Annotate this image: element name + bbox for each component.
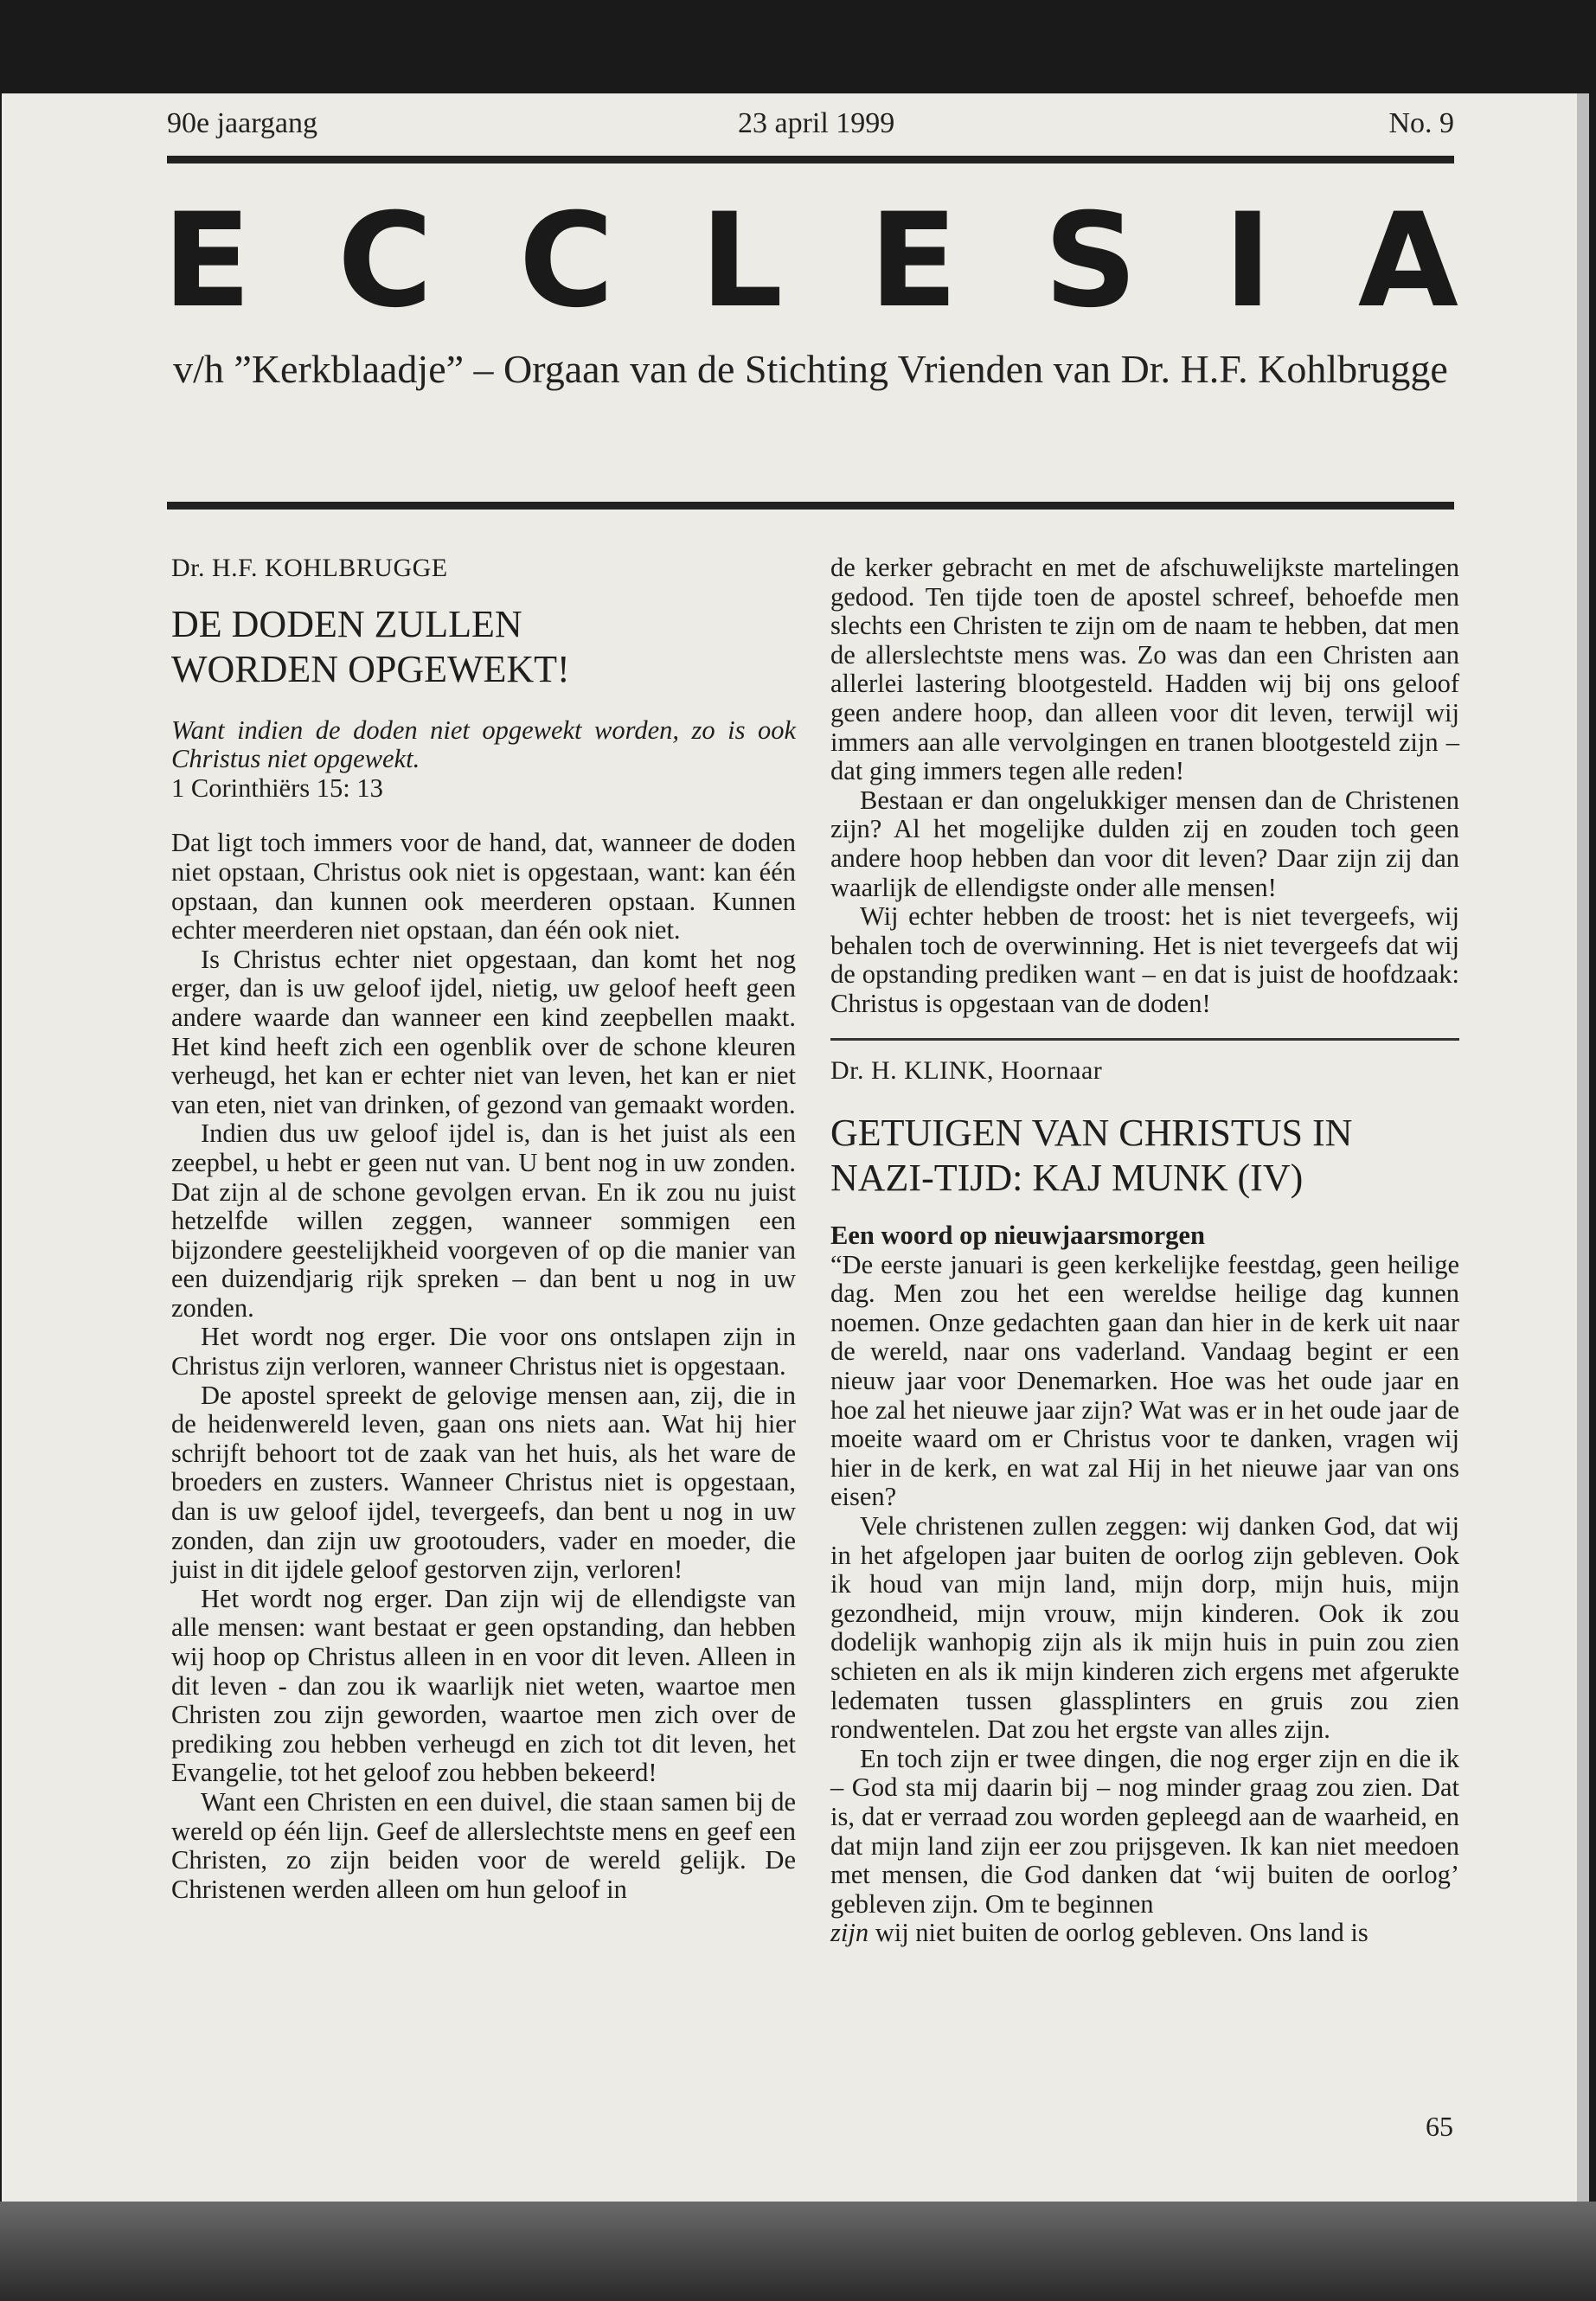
article1-continued-paragraph: Bestaan er dan ongelukkiger mensen dan de Christenen zijn? Al het mogelijke dulden zij en zouden toch geen andere hoop hebben dan voor dit leven? Daar zijn zij dan waarlijk de ellendigste onder alle mensen! bbox=[830, 785, 1459, 902]
article2-title-line1: GETUIGEN VAN CHRISTUS IN bbox=[830, 1112, 1353, 1155]
article2-last-tail: wij niet buiten de oorlog gebleven. Ons land is bbox=[869, 1918, 1368, 1948]
article1-author: Dr. H.F. KOHLBRUGGE bbox=[171, 554, 448, 582]
article2-paragraph: Vele christenen zullen zeggen: wij danken God, dat wij in het afgelopen jaar buiten de oorlog zijn gebleven. Ook ik houd van mijn land, mijn dorp, mijn huis, mijn gezondheid, mijn vrouw, mijn kinderen. Ook ik zou dodelijk wanhopig zijn als ik mijn huis in puin zou zien schieten en als ik mijn kinderen zich ergens met afgerukte ledematen tussen glassplinters en gruis zou zien rondwentelen. Dat zou het ergste van alles zijn. bbox=[830, 1511, 1459, 1745]
header-rule-top bbox=[167, 156, 1454, 163]
article2-paragraph: En toch zijn er twee dingen, die nog erger zijn en die ik – God sta mij daarin bij – nog minder graag zou zien. Dat is, dat er verraad zou worden gepleegd aan de waarheid, en dat mijn land zijn eer zou prijsgeven. Ik kan niet meedoen met mensen, die God danken dat ‘wij buiten de oorlog’ gebleven zijn. Om te beginnen bbox=[830, 1743, 1459, 1919]
article1-continued-paragraph: de kerker gebracht en met de afschuwelijkste martelingen gedood. Ten tijde toen de apostel schreef, behoefde men slechts een Christen te zijn om de naam te hebben, dat men de allerslechtste mens was. Zo was dan een Christen aan allerlei lastering blootgesteld. Hadden wij bij ons geloof geen andere hoop, dan alleen voor dit leven, terwijl wij immers aan alle vervolgingen en tranen blootgesteld zijn – dat ging immers tegen alle reden! bbox=[830, 553, 1459, 786]
article2-emphasis: zijn bbox=[830, 1918, 869, 1948]
scan-edge-shadow bbox=[0, 2202, 1596, 2301]
article2-last-line bbox=[830, 1919, 1459, 1948]
masthead-letter: L bbox=[700, 186, 784, 336]
article1-paragraph: Indien dus uw geloof ijdel is, dan is het juist als een zeepbel, u hebt er geen nut van. U bent nog in uw zonden. Dat zijn al de schone gevolgen ervan. En ik zou nu juist hetzelfde willen zeggen, wanneer sommigen een bijzondere geestelijkheid voorgeven of op die manier van een duizendjarig rijk spreken – dan bent u nog in uw zonden. bbox=[171, 1118, 796, 1323]
masthead-letter: E bbox=[869, 186, 958, 336]
article2-paragraph: “De eerste januari is geen kerkelijke feestdag, geen heilige dag. Men zou het een wereldse heilige dag kunnen noemen. Onze gedachten gaan dan hier in de kerk uit naar de wereld, naar ons vaderland. Vandaag begint er een nieuw jaar voor Denemarken. Hoe was het oude jaar en hoe zal het nieuwe jaar zijn? Wat was er in het oude jaar de moeite waard om er Christus voor te danken, vragen wij hier in de kerk, en wat zal Hij in het nieuwe jaar van ons eisen? bbox=[830, 1249, 1459, 1512]
masthead-letter: A bbox=[1357, 186, 1458, 336]
volume-label: 90e jaargang bbox=[167, 107, 318, 139]
issue-header bbox=[167, 107, 1454, 142]
issue-number: No. 9 bbox=[1388, 107, 1454, 139]
article2-author: Dr. H. KLINK, Hoornaar bbox=[830, 1055, 1103, 1085]
article1-title-line1: DE DODEN ZULLEN bbox=[171, 602, 522, 645]
masthead-subtitle: v/h ”Kerkblaadje” – Orgaan van de Stichting Vrienden van Dr. H.F. Kohlbrugge bbox=[173, 347, 1448, 391]
masthead-title bbox=[163, 186, 1458, 336]
issue-date: 23 april 1999 bbox=[738, 107, 895, 139]
article2-title-line2: NAZI-TIJD: KAJ MUNK (IV) bbox=[830, 1157, 1304, 1200]
header-rule-bottom bbox=[167, 502, 1454, 510]
article1-paragraph: Het wordt nog erger. Dan zijn wij de ellendigste van alle mensen: want bestaat er geen opstanding, dan hebben wij hoop op Christus alleen in en voor dit leven. Alleen in dit leven - dan zou ik waarlijk niet weten, waartoe men Christen zou zijn geworden, waartoe men zich over de prediking zou hebben verheugd en zich tot dit leven, het Evangelie, tot het geloof zou hebben bekeerd! bbox=[171, 1583, 796, 1788]
article1-title-line2: WORDEN OPGEWEKT! bbox=[171, 647, 570, 690]
article1-paragraph: Want een Christen en een duivel, die staan samen bij de wereld op één lijn. Geef de allerslechtste mens en geef een Christen, zo zijn beiden voor de wereld gelijk. De Christenen werden alleen om hun geloof in bbox=[171, 1786, 796, 1904]
article1-paragraph: Is Christus echter niet opgestaan, dan komt het nog erger, dan is uw geloof ijdel, nietig, uw geloof heeft geen andere waarde dan wanneer een kind zeepbellen maakt. Het kind heeft zich een ogenblik over de schone kleuren verheugd, het kan er echter niet van leven, het kan er niet van eten, niet van drinken, of gezond van gemaakt worden. bbox=[171, 944, 796, 1119]
masthead-letter: C bbox=[337, 186, 433, 336]
article1-motto: Want indien de doden niet opgewekt worden, zo is ook Christus niet opgewekt. bbox=[171, 715, 796, 774]
masthead-letter: I bbox=[1223, 186, 1272, 336]
masthead-letter: S bbox=[1043, 186, 1138, 336]
left-column bbox=[171, 554, 796, 1904]
masthead-letter: E bbox=[163, 186, 252, 336]
article1-paragraph: Dat ligt toch immers voor de hand, dat, wanneer de doden niet opstaan, Christus ook niet is opgestaan, want: kan één opstaan, dan kunnen ook meerderen opstaan. Kunnen echter meerderen niet opstaan, dan één ook niet. bbox=[171, 828, 796, 945]
masthead-letter: C bbox=[518, 186, 614, 336]
article1-continued-paragraph: Wij echter hebben de troost: het is niet tevergeefs, wij behalen toch de overwinning. Het is niet tevergeefs dat wij de opstanding prediken want – en dat is juist de hoofdzaak: Christus is opgestaan van de doden! bbox=[830, 901, 1459, 1018]
page-number: 65 bbox=[1426, 2111, 1453, 2142]
article1-paragraph: De apostel spreekt de gelovige mensen aan, zij, die in de heidenwereld leven, gaan ons niets aan. Wat hij hier schrijft behoort tot de zaak van het huis, als het ware de broeders en zusters. Wanneer Christus niet is opgestaan, dan is uw geloof ijdel, tevergeefs, dan bent u nog in uw zonden, dan zijn uw grootouders, vader en moeder, die juist in dit ijdele geloof gestorven zijn, verloren! bbox=[171, 1380, 796, 1585]
article2-subheading: Een woord op nieuwjaarsmorgen bbox=[830, 1221, 1205, 1251]
right-column bbox=[830, 554, 1459, 1948]
article1-reference: 1 Corinthiërs 15: 13 bbox=[171, 772, 383, 803]
article1-paragraph: Het wordt nog erger. Die voor ons ontslapen zijn in Christus zijn verloren, wanneer Christus niet is opgestaan. bbox=[171, 1322, 796, 1381]
article-divider bbox=[830, 1038, 1459, 1041]
